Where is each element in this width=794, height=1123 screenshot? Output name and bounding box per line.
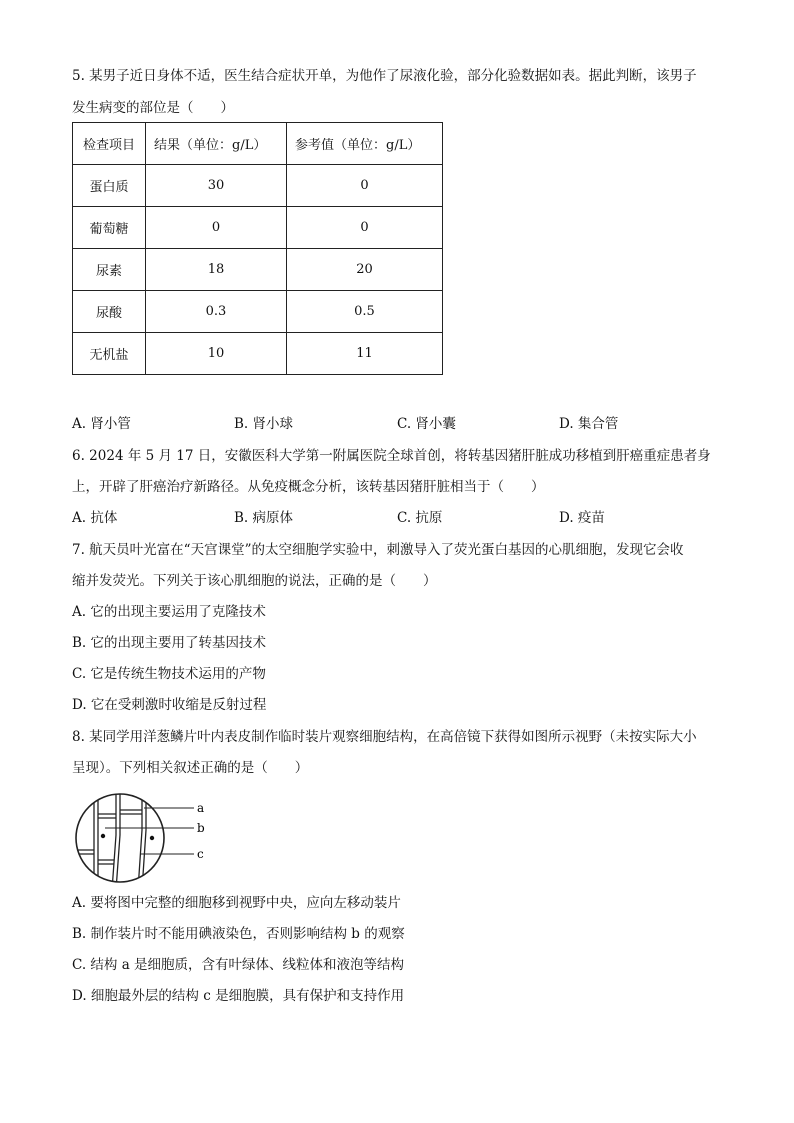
q7-stem-line2: 缩并发荧光。下列关于该心肌细胞的说法，正确的是（ ） <box>72 573 437 589</box>
nucleus-dot <box>150 836 154 840</box>
q8-option-c[interactable]: C. 结构 a 是细胞质，含有叶绿体、线粒体和液泡等结构 <box>72 957 405 973</box>
q8-stem-line1: 8. 某同学用洋葱鳞片叶内表皮制作临时装片观察细胞结构，在高倍镜下获得如图所示视野（未按实际大小 <box>72 729 697 745</box>
q8-option-d[interactable]: D. 细胞最外层的结构 c 是细胞膜，具有保护和支持作用 <box>72 988 405 1004</box>
cell-reference: 11 <box>287 333 443 375</box>
nucleus-dot <box>101 834 105 838</box>
table-header-row <box>73 123 443 165</box>
urine-test-table <box>72 122 443 375</box>
cell-walls <box>72 790 146 890</box>
onion-cell-field-figure <box>72 790 232 890</box>
q7-option-a[interactable]: A. 它的出现主要运用了克隆技术 <box>72 604 266 620</box>
q6-stem-line2: 上，开辟了肝癌治疗新路径。从免疫概念分析，该转基因猪肝脏相当于（ ） <box>72 479 545 495</box>
q5-option-d[interactable]: D. 集合管 <box>559 416 619 432</box>
q5-options <box>72 414 712 434</box>
q7-option-b[interactable]: B. 它的出现主要用了转基因技术 <box>72 635 267 651</box>
cell-result: 30 <box>146 165 287 207</box>
table-row <box>73 249 443 291</box>
table-row <box>73 291 443 333</box>
cell-item: 尿素 <box>73 249 146 291</box>
q8-stem-line2: 呈现）。下列相关叙述正确的是（ ） <box>72 760 309 776</box>
q5-option-a[interactable]: A. 肾小管 <box>72 416 131 432</box>
cell-item: 无机盐 <box>73 333 146 375</box>
table-row <box>73 207 443 249</box>
header-result: 结果（单位：g/L） <box>146 123 287 165</box>
header-item: 检查项目 <box>73 123 146 165</box>
q6-option-d[interactable]: D. 疫苗 <box>559 510 605 526</box>
header-reference: 参考值（单位：g/L） <box>287 123 443 165</box>
cell-item: 尿酸 <box>73 291 146 333</box>
q5-option-c[interactable]: C. 肾小囊 <box>397 416 456 432</box>
q5-option-b[interactable]: B. 肾小球 <box>234 416 294 432</box>
cell-item: 蛋白质 <box>73 165 146 207</box>
label-c: c <box>197 847 204 861</box>
cell-reference: 0.5 <box>287 291 443 333</box>
cell-item: 葡萄糖 <box>73 207 146 249</box>
q6-options <box>72 508 712 528</box>
cell-reference: 0 <box>287 207 443 249</box>
table-row <box>73 165 443 207</box>
cell-result: 18 <box>146 249 287 291</box>
cell-result: 0 <box>146 207 287 249</box>
q6-option-c[interactable]: C. 抗原 <box>397 510 443 526</box>
q8-option-a[interactable]: A. 要将图中完整的细胞移到视野中央，应向左移动装片 <box>72 895 401 911</box>
q8-option-b[interactable]: B. 制作装片时不能用碘液染色，否则影响结构 b 的观察 <box>72 926 405 942</box>
q5-stem-line2: 发生病变的部位是（ ） <box>72 100 234 116</box>
q6-option-b[interactable]: B. 病原体 <box>234 510 294 526</box>
cell-reference: 0 <box>287 165 443 207</box>
cell-reference: 20 <box>287 249 443 291</box>
q6-stem-line1: 6. 2024 年 5 月 17 日，安徽医科大学第一附属医院全球首创，将转基因猪肝脏成功移植到肝癌重症患者身 <box>72 448 711 464</box>
q5-stem-line1: 5. 某男子近日身体不适，医生结合症状开单，为他作了尿液化验，部分化验数据如表。据此判断，该男子 <box>72 68 697 84</box>
cell-result: 10 <box>146 333 287 375</box>
table-row <box>73 333 443 375</box>
q7-option-c[interactable]: C. 它是传统生物技术运用的产物 <box>72 666 266 682</box>
q6-option-a[interactable]: A. 抗体 <box>72 510 118 526</box>
cell-result: 0.3 <box>146 291 287 333</box>
label-b: b <box>197 821 205 835</box>
q7-option-d[interactable]: D. 它在受刺激时收缩是反射过程 <box>72 697 267 713</box>
q7-stem-line1: 7. 航天员叶光富在“天宫课堂”的太空细胞学实验中，刺激导入了荧光蛋白基因的心肌细胞，发现它会收 <box>72 542 684 558</box>
label-a: a <box>197 801 205 815</box>
